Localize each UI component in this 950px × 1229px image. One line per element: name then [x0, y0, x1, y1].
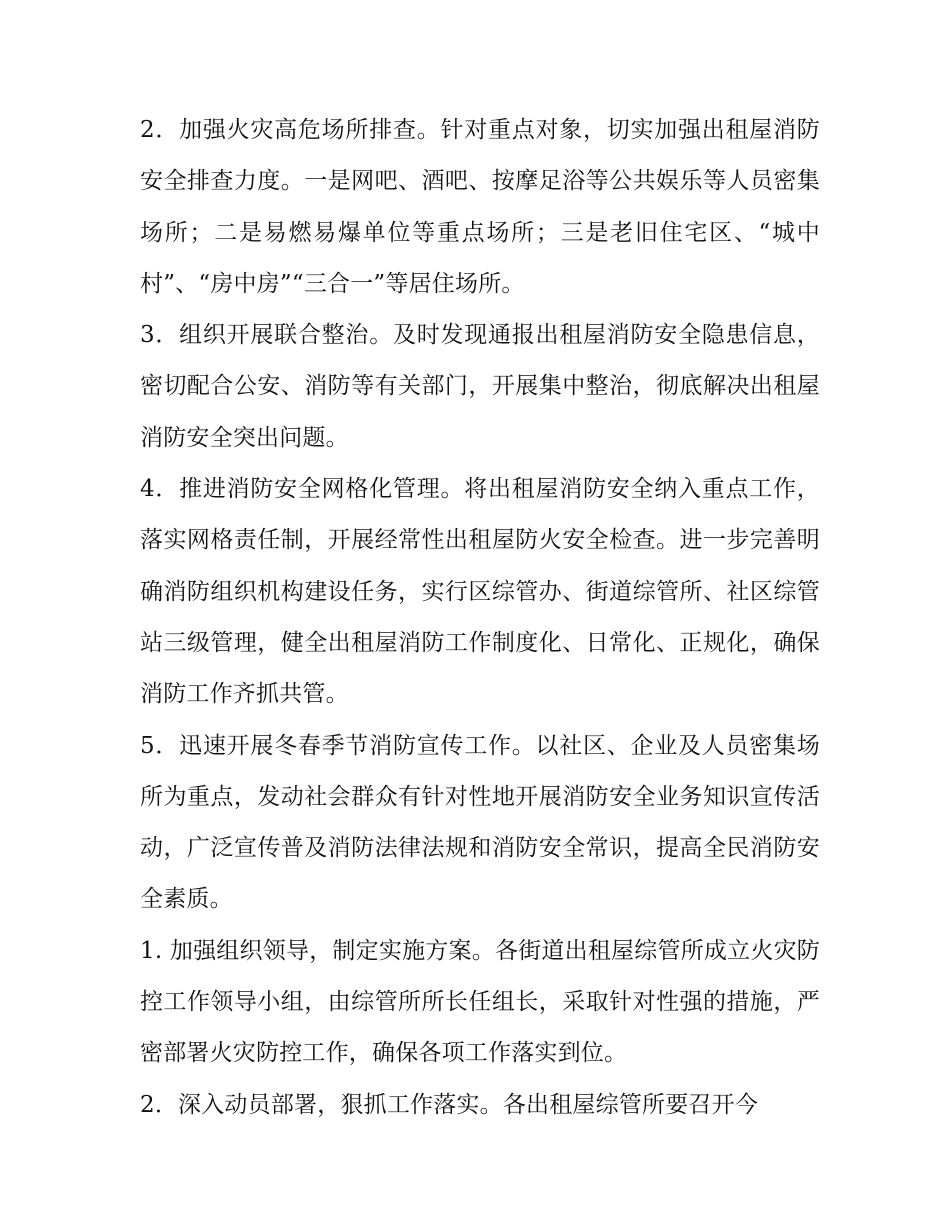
paragraph-joint-rectification: 3．组织开展联合整治。及时发现通报出租屋消防安全隐患信息，密切配合公安、消防等有关部门，开展集中整治，彻底解决出租屋消防安全突出问题。 [140, 322, 820, 451]
paragraph-publicity-work: 5．迅速开展冬春季节消防宣传工作。以社区、企业及人员密集场所为重点，发动社会群众有针对性地开展消防安全业务知识宣传活动，广泛宣传普及消防法律法规和消防安全常识，提高全民消防安全素质。 [140, 732, 820, 913]
paragraph-organization-leadership: 1. 加强组织领导，制定实施方案。各街道出租屋综管所成立火灾防控工作领导小组，由综管所所长任组长，采取针对性强的措施，严密部署火灾防控工作，确保各项工作落实到位。 [140, 937, 820, 1067]
paragraph-mobilization-deployment: 2．深入动员部署，狠抓工作落实。各出租屋综管所要召开今 [140, 1091, 759, 1118]
document-body [140, 105, 820, 1131]
paragraph-grid-management: 4．推进消防安全网格化管理。将出租屋消防安全纳入重点工作，落实网格责任制，开展经常性出租屋防火安全检查。进一步完善明确消防组织机构建设任务，实行区综管办、街道综管所、社区综管站三级管理，健全出租屋消防工作制度化、日常化、正规化，确保消防工作齐抓共管。 [140, 476, 820, 708]
paragraph-fire-risk-inspection: 2．加强火灾高危场所排查。针对重点对象，切实加强出租屋消防安全排查力度。一是网吧、酒吧、按摩足浴等公共娱乐等人员密集场所；二是易燃易爆单位等重点场所；三是老旧住宅区、“城中村”、“房中房”“三合一”等居住场所。 [140, 117, 820, 297]
